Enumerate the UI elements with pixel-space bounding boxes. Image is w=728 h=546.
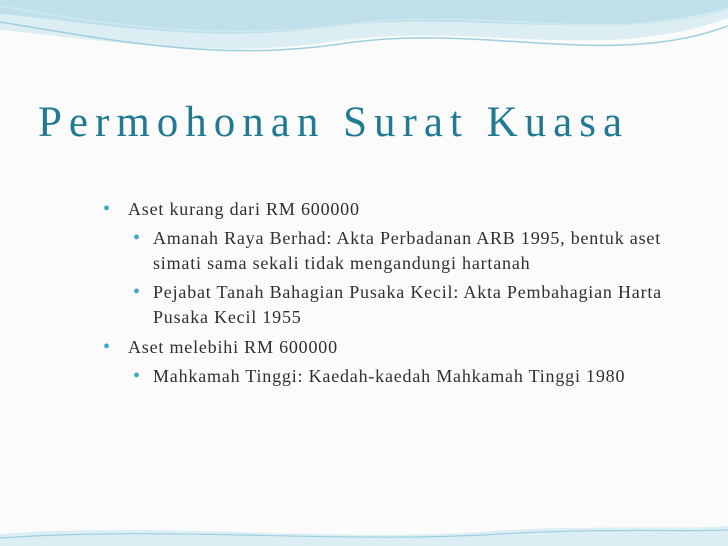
bullet-icon: • (103, 198, 111, 220)
bottom-wave-decoration (0, 520, 728, 546)
sub-list-item (128, 280, 663, 330)
sub-list-item-text: Amanah Raya Berhad: Akta Perbadanan ARB 1995, bentuk aset simati sama sekali tidak mengandungi hartanah (153, 228, 661, 273)
list-item (103, 334, 663, 360)
top-wave-decoration (0, 0, 728, 95)
list-item-text: Aset melebihi RM 600000 (128, 337, 338, 357)
sub-list-item-text: Pejabat Tanah Bahagian Pusaka Kecil: Akta Pembahagian Harta Pusaka Kecil 1955 (153, 282, 662, 327)
sub-list-item (128, 226, 663, 276)
bullet-list (103, 196, 663, 393)
bullet-icon: • (133, 281, 141, 303)
sub-list-item (128, 364, 663, 389)
bottom-wave-band (0, 526, 728, 546)
bullet-icon: • (133, 227, 141, 249)
list-item (103, 196, 663, 222)
list-item-text: Aset kurang dari RM 600000 (128, 199, 360, 219)
bullet-icon: • (103, 336, 111, 358)
sub-list-item-text: Mahkamah Tinggi: Kaedah-kaedah Mahkamah Tinggi 1980 (153, 366, 626, 386)
bullet-icon: • (133, 365, 141, 387)
slide-title: Permohonan Surat Kuasa (38, 99, 630, 146)
